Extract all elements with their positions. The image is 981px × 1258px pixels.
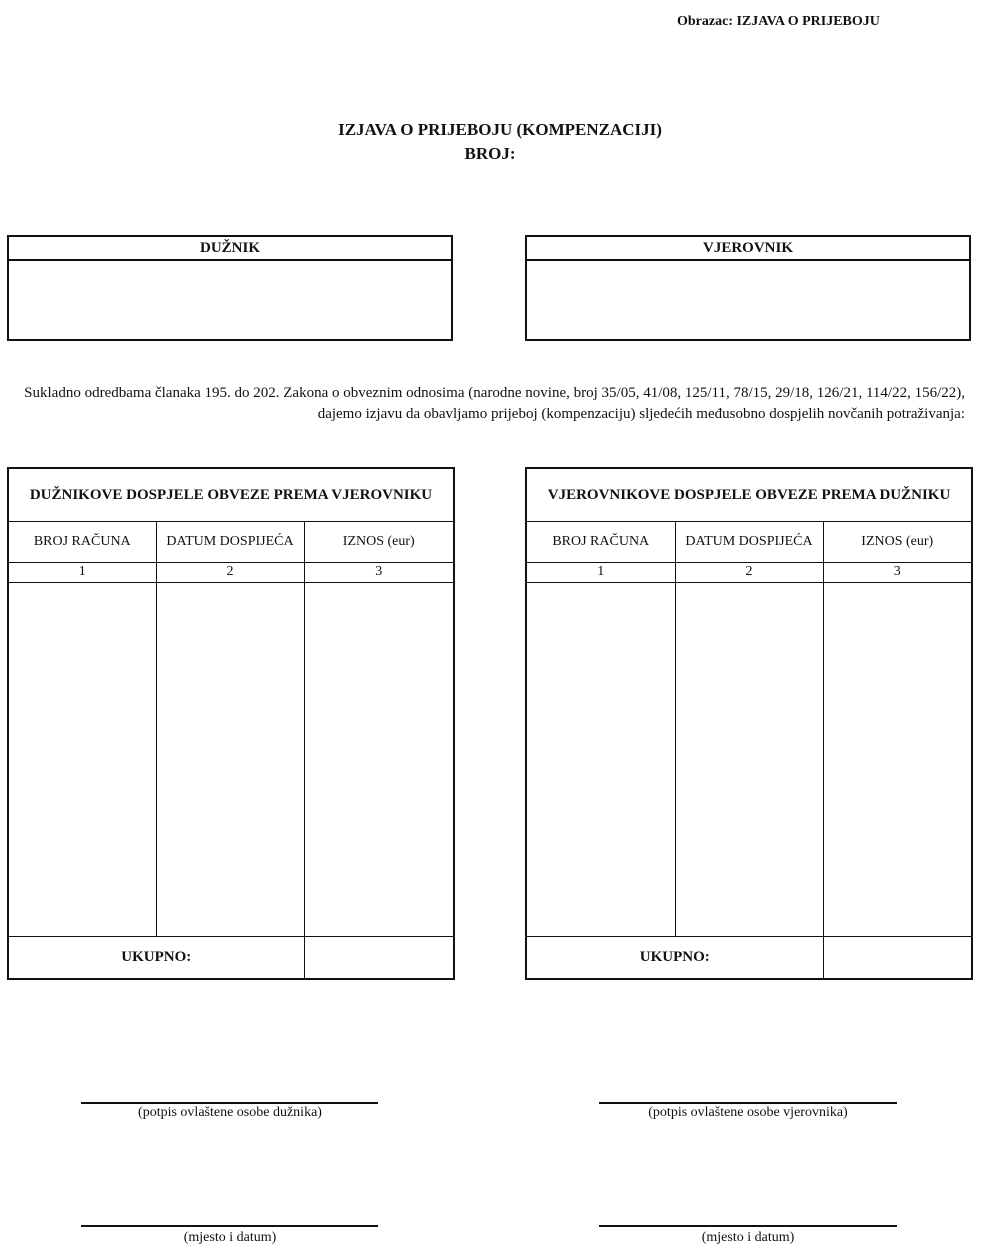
debtor-label: DUŽNIK (9, 237, 451, 261)
column-header: IZNOS (eur) (823, 521, 972, 562)
place-date-label-right: (mjesto i datum) (701, 1230, 795, 1245)
debtor-signature-line[interactable] (81, 1102, 378, 1104)
form-label: Obrazac: IZJAVA O PRIJEBOJU (677, 14, 880, 29)
total-label: UKUPNO: (526, 936, 823, 979)
column-header: BROJ RAČUNA (8, 521, 156, 562)
column-number: 3 (823, 562, 972, 582)
column-header: DATUM DOSPIJEĆA (675, 521, 823, 562)
place-date-line-left[interactable] (81, 1225, 378, 1227)
column-number: 2 (156, 562, 304, 582)
creditor-field[interactable] (527, 261, 969, 341)
statement-paragraph: Sukladno odredbama članaka 195. do 202. Zakona o obveznim odnosima (narodne novine, broj 35/05, 41/08, 125/11, 78/15, 29/18, 126/21, 114/22, 156/22), dajemo izjavu da obavljamo prijeboj (kompenzaciju) sljedećih međusobno dospjelih novčanih potraživanja: (24, 385, 965, 422)
creditor-obligations-table (525, 467, 973, 980)
amount-cell[interactable] (304, 582, 454, 936)
debtor-field[interactable] (9, 261, 451, 341)
column-header: BROJ RAČUNA (526, 521, 675, 562)
debtor-signature-label: (potpis ovlaštene osobe dužnika) (138, 1105, 322, 1120)
invoice-number-cell[interactable] (526, 582, 675, 936)
place-date-label-left: (mjesto i datum) (183, 1230, 277, 1245)
creditor-signature-line[interactable] (599, 1102, 897, 1104)
due-date-cell[interactable] (156, 582, 304, 936)
column-number: 2 (675, 562, 823, 582)
place-date-line-right[interactable] (599, 1225, 897, 1227)
column-header: IZNOS (eur) (304, 521, 454, 562)
column-header: DATUM DOSPIJEĆA (156, 521, 304, 562)
creditor-signature-label: (potpis ovlaštene osobe vjerovnika) (648, 1105, 848, 1120)
number-label: BROJ: (464, 144, 516, 163)
total-value-cell[interactable] (304, 936, 454, 979)
table-title: VJEROVNIKOVE DOSPJELE OBVEZE PREMA DUŽNIKU (526, 468, 972, 521)
column-number: 1 (8, 562, 156, 582)
total-value-cell[interactable] (823, 936, 972, 979)
column-number: 3 (304, 562, 454, 582)
total-label: UKUPNO: (8, 936, 304, 979)
creditor-label: VJEROVNIK (527, 237, 969, 261)
page-title: IZJAVA O PRIJEBOJU (KOMPENZACIJI) (338, 120, 662, 139)
due-date-cell[interactable] (675, 582, 823, 936)
column-number: 1 (526, 562, 675, 582)
invoice-number-cell[interactable] (8, 582, 156, 936)
creditor-box (525, 235, 971, 341)
table-title: DUŽNIKOVE DOSPJELE OBVEZE PREMA VJEROVNIKU (8, 468, 454, 521)
debtor-obligations-table (7, 467, 455, 980)
amount-cell[interactable] (823, 582, 972, 936)
debtor-box (7, 235, 453, 341)
